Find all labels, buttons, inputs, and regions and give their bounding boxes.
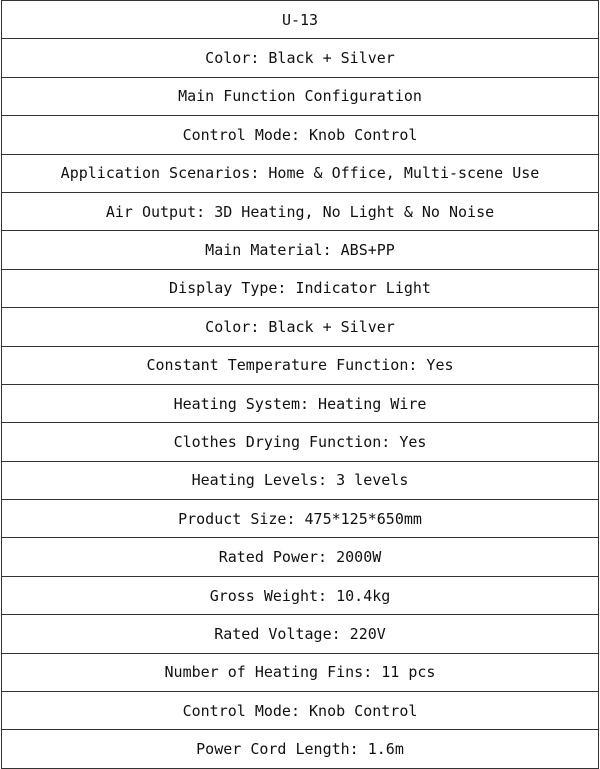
- spec-cell: Color: Black + Silver: [2, 39, 599, 77]
- spec-table: [1, 0, 599, 769]
- spec-cell: Rated Power: 2000W: [2, 538, 599, 576]
- spec-row-clothes-drying: [2, 423, 599, 461]
- spec-cell: Constant Temperature Function: Yes: [2, 346, 599, 384]
- spec-cell: Gross Weight: 10.4kg: [2, 576, 599, 614]
- spec-row-model: [2, 1, 599, 39]
- spec-cell: Color: Black + Silver: [2, 308, 599, 346]
- spec-cell: Heating Levels: 3 levels: [2, 461, 599, 499]
- spec-cell: U-13: [2, 1, 599, 39]
- spec-row-constant-temperature: [2, 346, 599, 384]
- spec-cell: Rated Voltage: 220V: [2, 615, 599, 653]
- spec-cell: Product Size: 475*125*650mm: [2, 500, 599, 538]
- spec-row-color-repeat: [2, 308, 599, 346]
- spec-cell: Main Function Configuration: [2, 77, 599, 115]
- spec-row-power-cord-length: [2, 730, 599, 768]
- spec-cell: Main Material: ABS+PP: [2, 231, 599, 269]
- spec-cell: Control Mode: Knob Control: [2, 692, 599, 730]
- spec-row-rated-power: [2, 538, 599, 576]
- spec-row-control-mode-repeat: [2, 692, 599, 730]
- spec-row-application-scenarios: [2, 154, 599, 192]
- spec-row-air-output: [2, 192, 599, 230]
- spec-cell: Number of Heating Fins: 11 pcs: [2, 653, 599, 691]
- spec-cell: Application Scenarios: Home & Office, Multi-scene Use: [2, 154, 599, 192]
- spec-row-section-header: [2, 77, 599, 115]
- spec-row-gross-weight: [2, 576, 599, 614]
- spec-row-heating-system: [2, 384, 599, 422]
- spec-row-product-size: [2, 500, 599, 538]
- spec-row-control-mode: [2, 116, 599, 154]
- spec-row-display-type: [2, 269, 599, 307]
- spec-row-color: [2, 39, 599, 77]
- spec-cell: Power Cord Length: 1.6m: [2, 730, 599, 768]
- spec-cell: Heating System: Heating Wire: [2, 384, 599, 422]
- spec-cell: Air Output: 3D Heating, No Light & No Noise: [2, 192, 599, 230]
- spec-row-main-material: [2, 231, 599, 269]
- spec-cell: Control Mode: Knob Control: [2, 116, 599, 154]
- spec-cell: Clothes Drying Function: Yes: [2, 423, 599, 461]
- spec-row-heating-fins: [2, 653, 599, 691]
- spec-row-heating-levels: [2, 461, 599, 499]
- spec-row-rated-voltage: [2, 615, 599, 653]
- spec-cell: Display Type: Indicator Light: [2, 269, 599, 307]
